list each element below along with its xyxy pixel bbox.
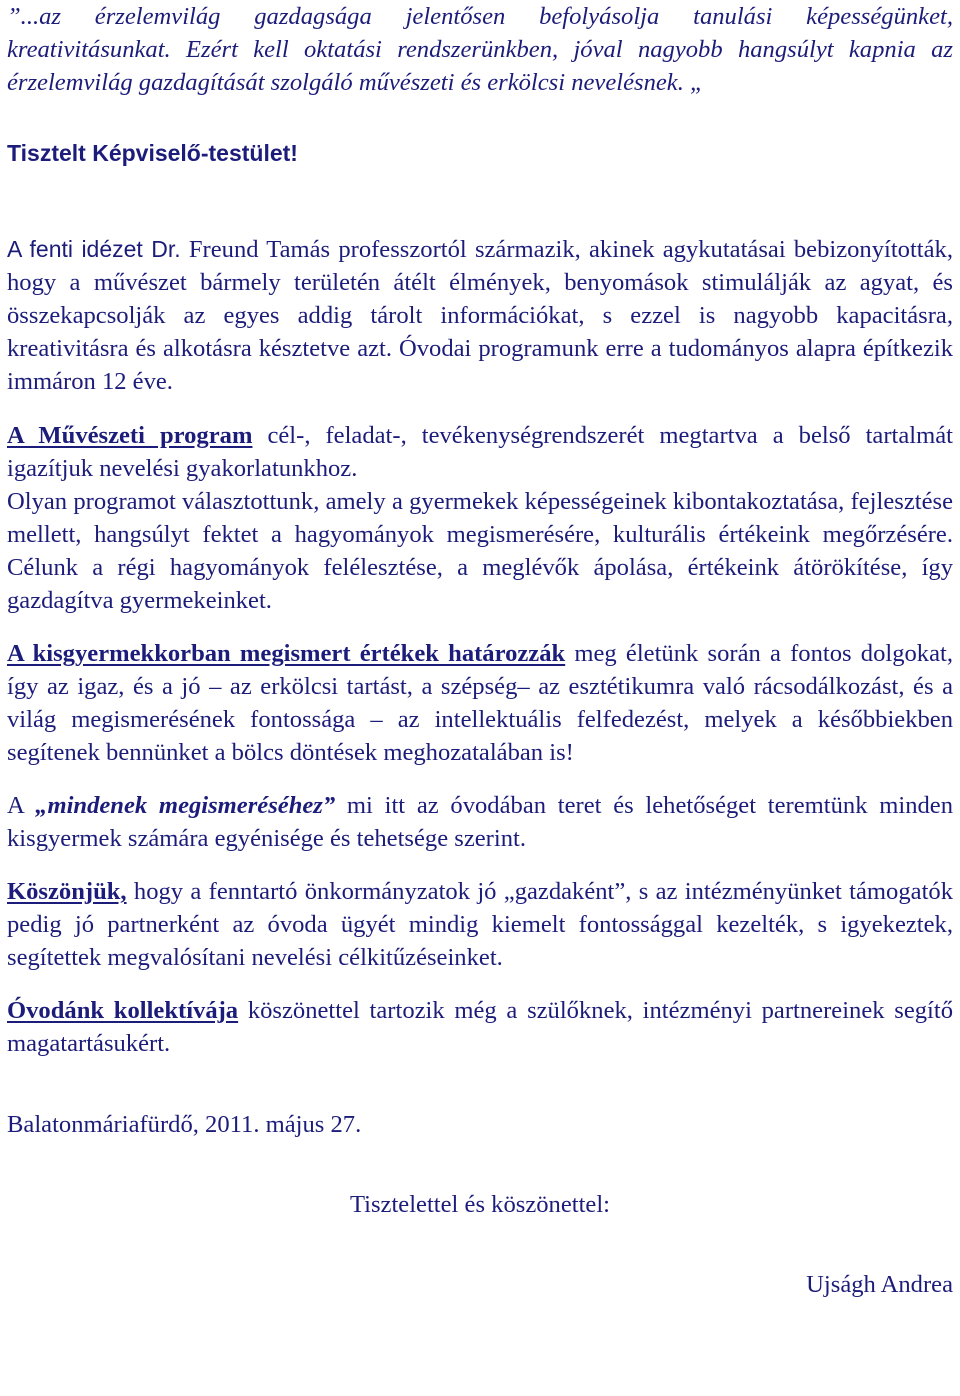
thanks-emphasis: Köszönjük,	[7, 878, 127, 905]
document-page	[7, 0, 953, 1301]
staff-emphasis: Óvodánk kollektívája	[7, 997, 239, 1024]
paragraph-staff	[7, 994, 953, 1060]
paragraph-intro	[7, 233, 953, 398]
paragraph-thanks-text: hogy a fenntartó önkormányzatok jó „gazdaként”, s az intézményünket támogatók pedig jó partnerként az óvoda ügyét mindig kiemelt fontossággal kezelték, s igyekeztek, segítettek megvalósítani nevelési célkitűzéseinket.	[7, 878, 953, 971]
discovery-prefix: A	[7, 792, 36, 819]
paragraph-intro-lead: A fenti idézet Dr.	[7, 236, 181, 262]
paragraph-values	[7, 637, 953, 769]
salutation: Tisztelt Képviselő-testület!	[7, 140, 298, 166]
paragraph-choice: Olyan programot választottunk, amely a gyermekek képességeinek kibontakoztatása, fejlesztése mellett, hangsúlyt fektet a hagyományok megismerésére, kulturális értékeink megőrzésére. Célunk a régi hagyományok felélesztése, a meglévők ápolása, értékeink átörökítése, így gazdagítva gyermekeinket.	[7, 488, 953, 614]
paragraph-intro-text: Freund Tamás professzortól származik, akinek agykutatásai bebizonyították, hogy a művészet bármely területén átélt élmények, benyomások stimulálják az agyat, és összekapcsolják az egyes addig tárolt információkat, s ezzel is nagyobb kapacitásra, kreativitásra és alkotásra késztetve azt. Óvodai programunk erre a tudományos alapra építkezik immáron 12 éve.	[7, 236, 954, 395]
paragraph-program	[7, 419, 953, 485]
values-emphasis: A kisgyermekkorban megismert értékek határozzák	[7, 640, 566, 667]
paragraph-discovery-text: mi itt az óvodában teret és lehetőséget teremtünk minden kisgyermek számára egyénisége és tehetsége szerint.	[7, 792, 953, 852]
opening-quote	[7, 0, 953, 99]
signature: Ujságh Andrea	[806, 1271, 953, 1298]
program-emphasis: A Művészeti program	[7, 422, 253, 449]
place-date: Balatonmáriafürdő, 2011. május 27.	[7, 1111, 362, 1138]
closing-line: Tisztelettel és köszönettel:	[349, 1191, 610, 1218]
paragraph-staff-text: köszönettel tartozik még a szülőknek, intézményi partnereinek segítő magatartásukért.	[7, 997, 953, 1057]
paragraph-discovery	[7, 789, 953, 855]
quote-text: ”...az érzelemvilág gazdagsága jelentősen befolyásolja tanulási képességünket, kreativitásunkat. Ezért kell oktatási rendszerünkben, jóval nagyobb hangsúlyt kapnia az érzelemvilág gazdagítását szolgáló művészeti és erkölcsi nevelésnek. „	[7, 3, 953, 96]
paragraph-program-text: cél-, feladat-, tevékenységrendszerét megtartva a belső tartalmát igazítjuk nevelési gyakorlatunkhoz.	[7, 422, 954, 482]
paragraph-thanks	[7, 875, 953, 974]
paragraph-values-text: meg életünk során a fontos dolgokat, így az igaz, és a jó – az erkölcsi tartást, a szépség– az esztétikumra való rácsodálkozást, és a világ megismerésének fontossága – az intellektuális felfedezést, melyek a későbbiekben segítenek bennünket a bölcs döntések meghozatalában is!	[7, 640, 953, 766]
discovery-emphasis: „mindenek megismeréséhez”	[35, 792, 336, 819]
